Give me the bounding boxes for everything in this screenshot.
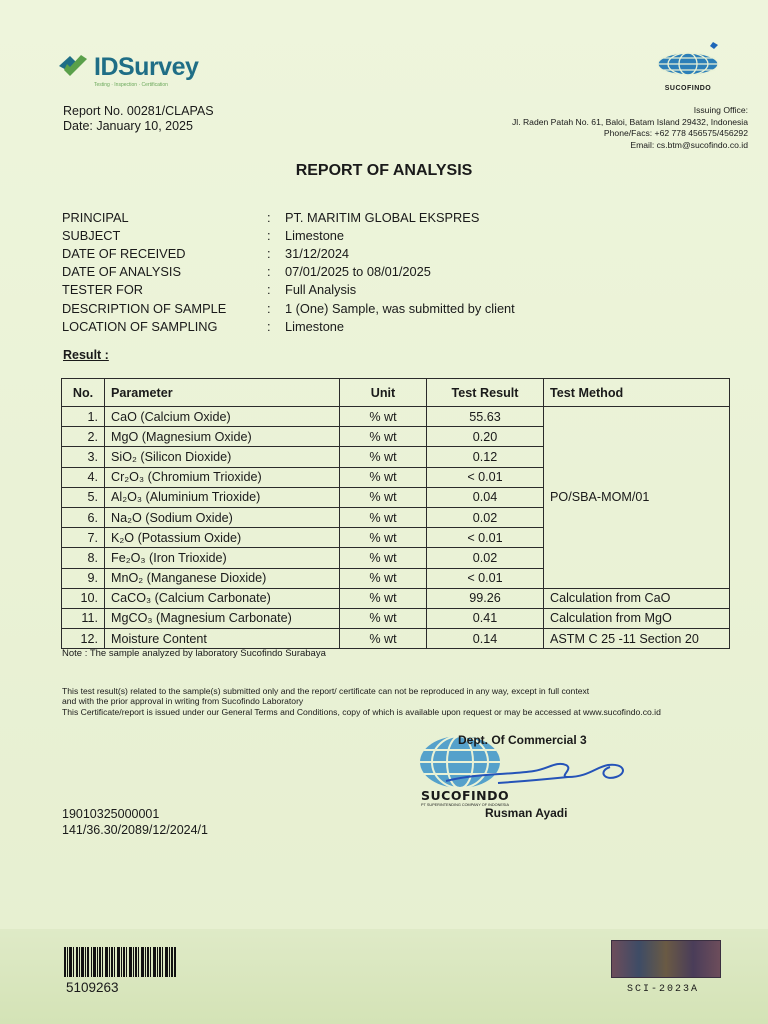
cell-method: Calculation from CaO bbox=[544, 588, 730, 608]
info-label: SUBJECT bbox=[62, 227, 121, 243]
handwritten-signature bbox=[438, 743, 628, 793]
info-colon: : bbox=[267, 227, 271, 243]
cell-no: 8. bbox=[62, 548, 105, 568]
info-label: DATE OF RECEIVED bbox=[62, 245, 186, 261]
hologram-sticker bbox=[611, 940, 721, 978]
info-value: Limestone bbox=[285, 318, 345, 334]
info-colon: : bbox=[267, 264, 271, 280]
info-label: PRINCIPAL bbox=[62, 209, 129, 225]
report-number: Report No. 00281/CLAPAS bbox=[63, 104, 214, 118]
signatory-name: Rusman Ayadi bbox=[485, 806, 568, 820]
sample-info bbox=[62, 208, 515, 335]
info-value: Full Analysis bbox=[285, 282, 357, 298]
info-value: 31/12/2024 bbox=[285, 245, 350, 261]
report-date: Date: January 10, 2025 bbox=[63, 119, 193, 133]
info-row bbox=[62, 208, 515, 226]
cell-parameter: Fe₂O₃ (Iron Trioxide) bbox=[105, 548, 340, 568]
cell-unit: % wt bbox=[340, 568, 427, 588]
info-row bbox=[62, 226, 515, 244]
disclaimer-line: This test result(s) related to the sample(s) submitted only and the report/ certificate can not be reproduced in any way, except in full context bbox=[62, 686, 590, 696]
disclaimer-line: This Certificate/report is issued under our General Terms and Conditions, copy of which is available upon request or may be accessed at www.sucofindo.co.id bbox=[62, 706, 661, 717]
cell-result: 0.14 bbox=[427, 629, 544, 649]
cell-result: < 0.01 bbox=[427, 528, 544, 548]
idsurvey-logo bbox=[56, 52, 199, 88]
cell-no: 6. bbox=[62, 507, 105, 527]
office-line: Jl. Raden Patah No. 61, Baloi, Batam Island 29432, Indonesia bbox=[511, 116, 748, 127]
info-row bbox=[62, 281, 515, 299]
cell-parameter: Na₂O (Sodium Oxide) bbox=[105, 507, 340, 527]
cell-unit: % wt bbox=[340, 427, 427, 447]
cell-result: 0.04 bbox=[427, 487, 544, 507]
info-value: 1 (One) Sample, was submitted by client bbox=[285, 300, 515, 316]
cell-result: 0.02 bbox=[427, 548, 544, 568]
info-label: DATE OF ANALYSIS bbox=[62, 264, 181, 280]
sucofindo-logo bbox=[655, 40, 721, 92]
table-row bbox=[62, 629, 730, 649]
cell-no: 1. bbox=[62, 407, 105, 427]
cell-no: 9. bbox=[62, 568, 105, 588]
sucofindo-globe-icon bbox=[655, 40, 721, 78]
table-row bbox=[62, 608, 730, 628]
result-heading: Result : bbox=[63, 348, 109, 362]
col-header-result: Test Result bbox=[427, 379, 544, 407]
info-colon: : bbox=[267, 300, 271, 316]
cell-unit: % wt bbox=[340, 467, 427, 487]
cell-result: < 0.01 bbox=[427, 467, 544, 487]
stamp-company: SUCOFINDO bbox=[421, 788, 510, 803]
results-table bbox=[61, 378, 730, 649]
info-row bbox=[62, 263, 515, 281]
info-label: TESTER FOR bbox=[62, 282, 144, 298]
col-header-unit: Unit bbox=[340, 379, 427, 407]
cell-parameter: Al₂O₃ (Aluminium Trioxide) bbox=[105, 487, 340, 507]
cell-result: 55.63 bbox=[427, 407, 544, 427]
table-header-row bbox=[62, 379, 730, 407]
table-row bbox=[62, 588, 730, 608]
info-row bbox=[62, 299, 515, 317]
info-row bbox=[62, 244, 515, 262]
cell-result: 0.41 bbox=[427, 608, 544, 628]
info-value: Limestone bbox=[285, 227, 345, 243]
cell-unit: % wt bbox=[340, 487, 427, 507]
lab-note: Note : The sample analyzed by laboratory Sucofindo Surabaya bbox=[62, 648, 326, 659]
info-value: 07/01/2025 to 08/01/2025 bbox=[285, 264, 431, 280]
info-label: LOCATION OF SAMPLING bbox=[62, 318, 218, 334]
cell-unit: % wt bbox=[340, 629, 427, 649]
signature-block bbox=[418, 728, 628, 828]
reference-code: 19010325000001 bbox=[62, 807, 160, 821]
cell-unit: % wt bbox=[340, 588, 427, 608]
cell-no: 2. bbox=[62, 427, 105, 447]
disclaimer bbox=[62, 686, 702, 717]
cell-unit: % wt bbox=[340, 447, 427, 467]
info-colon: : bbox=[267, 245, 271, 261]
cell-no: 7. bbox=[62, 528, 105, 548]
cell-result: 0.12 bbox=[427, 447, 544, 467]
stamp-company-sub: PT SUPERINTENDING COMPANY OF INDONESIA bbox=[421, 803, 509, 807]
serial-code: SCI-2023A bbox=[627, 984, 700, 995]
barcode-image bbox=[64, 947, 176, 977]
cell-no: 3. bbox=[62, 447, 105, 467]
page-title: REPORT OF ANALYSIS bbox=[295, 162, 473, 179]
disclaimer-line: and with the prior approval in writing from Sucofindo Laboratory bbox=[62, 696, 304, 707]
info-label: DESCRIPTION OF SAMPLE bbox=[62, 300, 227, 316]
table-row bbox=[62, 407, 730, 427]
office-line: Email: cs.btm@sucofindo.co.id bbox=[630, 139, 748, 150]
barcode-number: 5109263 bbox=[66, 980, 119, 995]
info-value: PT. MARITIM GLOBAL EKSPRES bbox=[285, 209, 480, 225]
stamp-dept: Dept. Of Commercial 3 bbox=[458, 733, 587, 747]
office-line: Issuing Office: bbox=[693, 105, 748, 115]
reference-code: 141/36.30/2089/12/2024/1 bbox=[62, 823, 208, 837]
issuing-office bbox=[512, 105, 748, 151]
report-meta bbox=[63, 104, 214, 134]
cell-parameter: Cr₂O₃ (Chromium Trioxide) bbox=[105, 467, 340, 487]
cell-unit: % wt bbox=[340, 407, 427, 427]
sucofindo-wordmark: SUCOFINDO bbox=[664, 85, 712, 92]
cell-unit: % wt bbox=[340, 507, 427, 527]
brand-tagline: Testing · Inspection · Certification bbox=[94, 82, 168, 88]
cell-parameter: CaO (Calcium Oxide) bbox=[105, 407, 340, 427]
cell-method: ASTM C 25 -11 Section 20 bbox=[544, 629, 730, 649]
cell-parameter: MgCO₃ (Magnesium Carbonate) bbox=[105, 608, 340, 628]
cell-parameter: Moisture Content bbox=[105, 629, 340, 649]
cell-parameter: CaCO₃ (Calcium Carbonate) bbox=[105, 588, 340, 608]
cell-no: 4. bbox=[62, 467, 105, 487]
cell-result: < 0.01 bbox=[427, 568, 544, 588]
cell-no: 11. bbox=[62, 608, 105, 628]
office-line: Phone/Facs: +62 778 456575/456292 bbox=[603, 128, 748, 138]
cell-method-grouped: PO/SBA-MOM/01 bbox=[544, 407, 730, 589]
cell-method: Calculation from MgO bbox=[544, 608, 730, 628]
cell-no: 12. bbox=[62, 629, 105, 649]
idsurvey-mark-icon bbox=[56, 52, 90, 82]
cell-unit: % wt bbox=[340, 528, 427, 548]
info-colon: : bbox=[267, 318, 271, 334]
col-header-no: No. bbox=[62, 379, 105, 407]
info-colon: : bbox=[267, 282, 271, 298]
cell-parameter: MgO (Magnesium Oxide) bbox=[105, 427, 340, 447]
brand-name: IDSurvey bbox=[94, 52, 199, 81]
cell-unit: % wt bbox=[340, 608, 427, 628]
info-colon: : bbox=[267, 209, 271, 225]
info-row bbox=[62, 317, 515, 335]
cell-unit: % wt bbox=[340, 548, 427, 568]
cell-result: 99.26 bbox=[427, 588, 544, 608]
cell-result: 0.20 bbox=[427, 427, 544, 447]
cell-result: 0.02 bbox=[427, 507, 544, 527]
reference-codes bbox=[62, 806, 208, 838]
col-header-method: Test Method bbox=[544, 379, 730, 407]
cell-parameter: K₂O (Potassium Oxide) bbox=[105, 528, 340, 548]
cell-no: 5. bbox=[62, 487, 105, 507]
cell-no: 10. bbox=[62, 588, 105, 608]
cell-parameter: MnO₂ (Manganese Dioxide) bbox=[105, 568, 340, 588]
cell-parameter: SiO₂ (Silicon Dioxide) bbox=[105, 447, 340, 467]
col-header-parameter: Parameter bbox=[105, 379, 340, 407]
